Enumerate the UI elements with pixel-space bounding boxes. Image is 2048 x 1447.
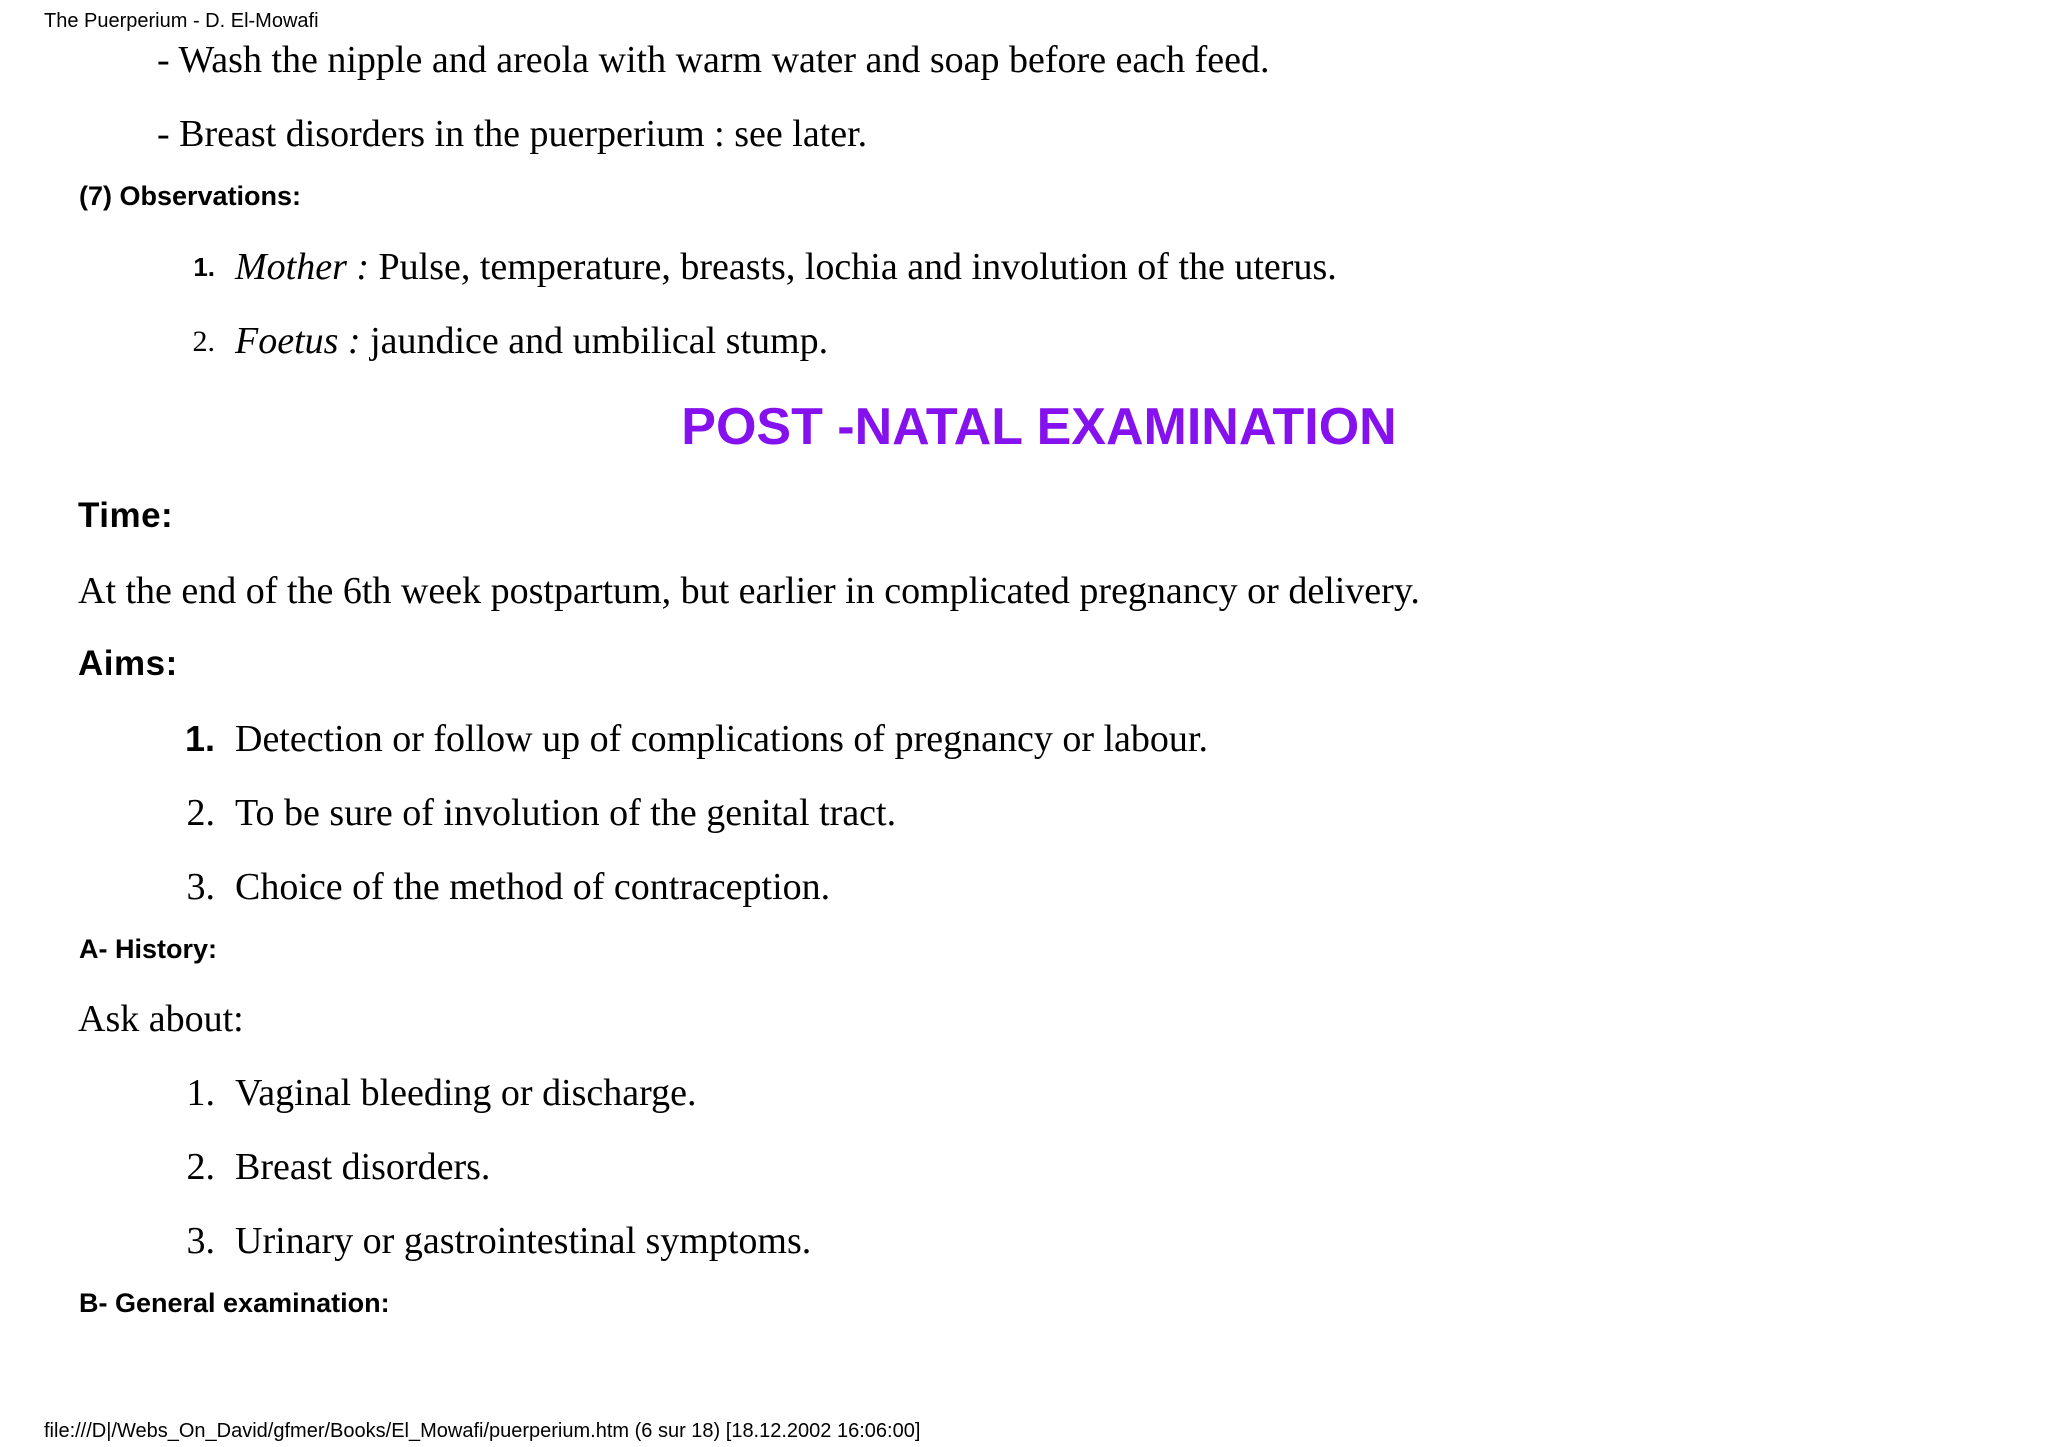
aims-text: Detection or follow up of complications of pregnancy or labour. (235, 718, 1208, 760)
list-number: 1. (184, 718, 215, 759)
observation-detail: jaundice and umbilical stump. (360, 320, 829, 362)
breast-wash-line: - Wash the nipple and areola with warm water and soap before each feed. (157, 39, 1270, 81)
history-text: Vaginal bleeding or discharge. (235, 1072, 697, 1114)
list-number: 2. (186, 1146, 215, 1188)
observation-label: Mother : (235, 246, 370, 288)
history-item (0, 1070, 2048, 1116)
aims-item (0, 790, 2048, 836)
page-header: The Puerperium - D. El-Mowafi (44, 10, 319, 32)
observation-label: Foetus : (235, 320, 361, 362)
general-exam-heading: B- General examination: (79, 1288, 390, 1318)
list-number: 2. (192, 325, 215, 358)
time-paragraph: At the end of the 6th week postpartum, but earlier in complicated pregnancy or delivery. (78, 570, 1420, 612)
list-number: 2. (186, 792, 215, 834)
list-number: 3. (186, 1220, 215, 1262)
observation-detail: Pulse, temperature, breasts, lochia and involution of the uterus. (369, 246, 1337, 288)
history-item (0, 1218, 2048, 1264)
history-item (0, 1144, 2048, 1190)
list-number: 1. (193, 252, 215, 282)
observation-item (0, 318, 2048, 364)
aims-text: Choice of the method of contraception. (235, 866, 831, 908)
history-text: Urinary or gastrointestinal symptoms. (235, 1220, 812, 1262)
page-footer: file:///D|/Webs_On_David/gfmer/Books/El_Mowafi/puerperium.htm (6 sur 18) [18.12.2002 16:06:00] (44, 1420, 921, 1442)
observation-item (0, 244, 2048, 290)
aims-text: To be sure of involution of the genital tract. (235, 792, 897, 834)
aims-item (0, 864, 2048, 910)
aims-item (0, 716, 2048, 762)
time-heading: Time: (78, 496, 174, 535)
list-number: 1. (186, 1072, 215, 1114)
observation-text (235, 318, 828, 364)
observations-heading: (7) Observations: (79, 181, 302, 211)
history-heading: A- History: (79, 934, 218, 964)
history-intro: Ask about: (78, 998, 244, 1040)
list-number: 3. (186, 866, 215, 908)
aims-heading: Aims: (78, 644, 178, 683)
observation-text (235, 244, 1337, 290)
section-title: POST -NATAL EXAMINATION (681, 398, 1397, 456)
history-text: Breast disorders. (235, 1146, 491, 1188)
breast-disorders-line: - Breast disorders in the puerperium : see later. (157, 113, 868, 155)
